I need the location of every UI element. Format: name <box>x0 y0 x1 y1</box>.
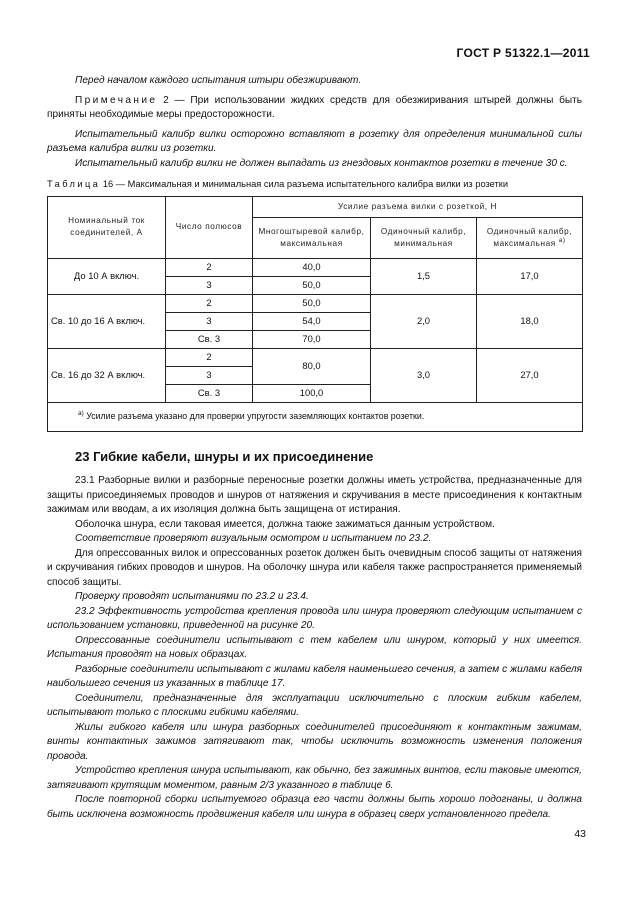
cell-poles: 3 <box>166 312 253 330</box>
table-caption-label: Таблица <box>47 179 101 189</box>
cell-multi-max: 50,0 <box>253 294 371 312</box>
table-footnote <box>48 402 583 431</box>
cell-poles: 2 <box>166 258 253 276</box>
header-single-max <box>477 217 583 258</box>
cell-current: Св. 10 до 16 А включ. <box>48 294 166 348</box>
page-content <box>47 74 582 822</box>
cell-current: Св. 16 до 32 А включ. <box>48 348 166 402</box>
paragraph-anchorage: Устройство крепления шнура испытывают, как обычно, без зажимных винтов, если таковые имеются, затягивают крутящим моментом, равным 2/3 указанного в таблице 6. <box>47 765 582 791</box>
note-label: Примечание <box>75 94 158 106</box>
paragraph-gauge-hold: Испытательный калибр вилки не должен выпадать из гнездовых контактов розетки в течение 30 с. <box>75 157 568 169</box>
paragraph-conductors: Жилы гибкого кабеля или шнура разборных соединителей присоединяют к контактным зажимам, винты контактных зажимов затягивают так, чтобы исключить возможность изменения положения провода. <box>47 721 582 762</box>
paragraph-reassembly: После повторной сборки испытуемого образца его части должны быть хорошо подогнаны, и должна быть исключена возможность продвижения кабеля или шнура в образец сверх установленного предела. <box>47 794 582 820</box>
footnote-text: Усилие разъема указано для проверки упругости заземляющих контактов розетки. <box>83 411 425 422</box>
page-number: 43 <box>574 828 586 840</box>
cell-single-max: 18,0 <box>477 294 583 348</box>
table-row <box>48 258 583 276</box>
paragraph-molded: Для опрессованных вилок и опрессованных розеток должен быть очевидным способ защиты от натяжения и скручивания гибких проводов и шнуров. На оболочку шнура или кабеля также распространяется применяемый способ защиты. <box>47 547 582 588</box>
cell-single-max: 17,0 <box>477 258 583 294</box>
paragraph-23-1: 23.1 Разборные вилки и разборные переносные розетки должны иметь устройства, предназначенные для защиты присоединяемых проводов и шнуров от натяжения и скручивания в месте присоединения к контактным зажимам или вводам, а их изоляция должна быть защищена от истирания. <box>47 475 582 515</box>
paragraph-check: Проверку проводят испытаниями по 23.2 и 23.4. <box>75 591 309 602</box>
cell-multi-max: 54,0 <box>253 312 371 330</box>
paragraph-flat-cable: Соединители, предназначенные для эксплуатации исключительно с плоским гибким кабелем, испытывают только с плоскими гибкими кабелями. <box>47 692 582 718</box>
cell-current: До 10 А включ. <box>48 258 166 294</box>
cell-single-min: 2,0 <box>371 294 477 348</box>
paragraph-compliance: Соответствие проверяют визуальным осмотром и испытанием по 23.2. <box>75 533 432 544</box>
table-16 <box>47 196 583 432</box>
document-code: ГОСТ Р 51322.1—2011 <box>456 46 590 60</box>
note-text: 2 — При использовании жидких средств для обезжиривания штырей должны быть приняты необходимые меры предосторожности. <box>47 94 582 120</box>
cell-single-min: 3,0 <box>371 348 477 402</box>
cell-multi-max: 80,0 <box>253 348 371 384</box>
table-row <box>48 348 583 366</box>
paragraph-degrease: Перед началом каждого испытания штыри обезжиривают. <box>75 75 362 86</box>
cell-poles: 3 <box>166 366 253 384</box>
header-poles: Число полюсов <box>166 196 253 258</box>
section-title: 23 Гибкие кабели, шнуры и их присоединение <box>75 448 374 464</box>
table-caption-text: 16 — Максимальная и минимальная сила разъема испытательного калибра вилки из розетки <box>100 179 509 189</box>
cell-poles: 2 <box>166 294 253 312</box>
paragraph-molded-test: Опрессованные соединители испытывают с тем кабелем или шнуром, который у них имеется. Испытания проводят на новых образцах. <box>47 634 582 660</box>
cell-poles: Св. 3 <box>166 330 253 348</box>
header-force-group: Усилие разъема вилки с розеткой, Н <box>253 196 583 217</box>
table-caption <box>47 177 582 192</box>
note-2 <box>47 94 582 123</box>
header-single-max-text: Одиночный калибр, максимальная <box>486 226 573 248</box>
cell-single-min: 1,5 <box>371 258 477 294</box>
cell-multi-max: 100,0 <box>253 384 371 402</box>
header-footnote-mark: а) <box>558 236 566 244</box>
header-multi-max: Многоштыревой калибр, максимальная <box>253 217 371 258</box>
paragraph-sheath: Оболочка шнура, если таковая имеется, должна также зажиматься данным устройством. <box>75 518 495 530</box>
cell-poles: 3 <box>166 276 253 294</box>
header-single-min: Одиночный калибр, минимальная <box>371 217 477 258</box>
paragraph-gauge-insert: Испытательный калибр вилки осторожно вставляют в розетку для определения минимальной силы разъема калибра вилки из розетки. <box>47 128 582 154</box>
cell-single-max: 27,0 <box>477 348 583 402</box>
cell-multi-max: 40,0 <box>253 258 371 276</box>
cell-poles: Св. 3 <box>166 384 253 402</box>
paragraph-rewirable-test: Разборные соединители испытывают с жилами кабеля наименьшего сечения, а затем с жилами кабеля наибольшего сечения из указанных в таблице 17. <box>47 663 582 689</box>
cell-multi-max: 70,0 <box>253 330 371 348</box>
footnote-mark: а) <box>78 410 84 418</box>
cell-poles: 2 <box>166 348 253 366</box>
cell-multi-max: 50,0 <box>253 276 371 294</box>
header-current: Номинальный ток соединителей, А <box>48 196 166 258</box>
paragraph-23-2: 23.2 Эффективность устройства крепления провода или шнура проверяют следующим испытанием с использованием установки, приведенной на рисунке 20. <box>47 605 582 631</box>
table-header-row <box>48 196 583 217</box>
table-row <box>48 294 583 312</box>
table-footnote-row <box>48 402 583 431</box>
